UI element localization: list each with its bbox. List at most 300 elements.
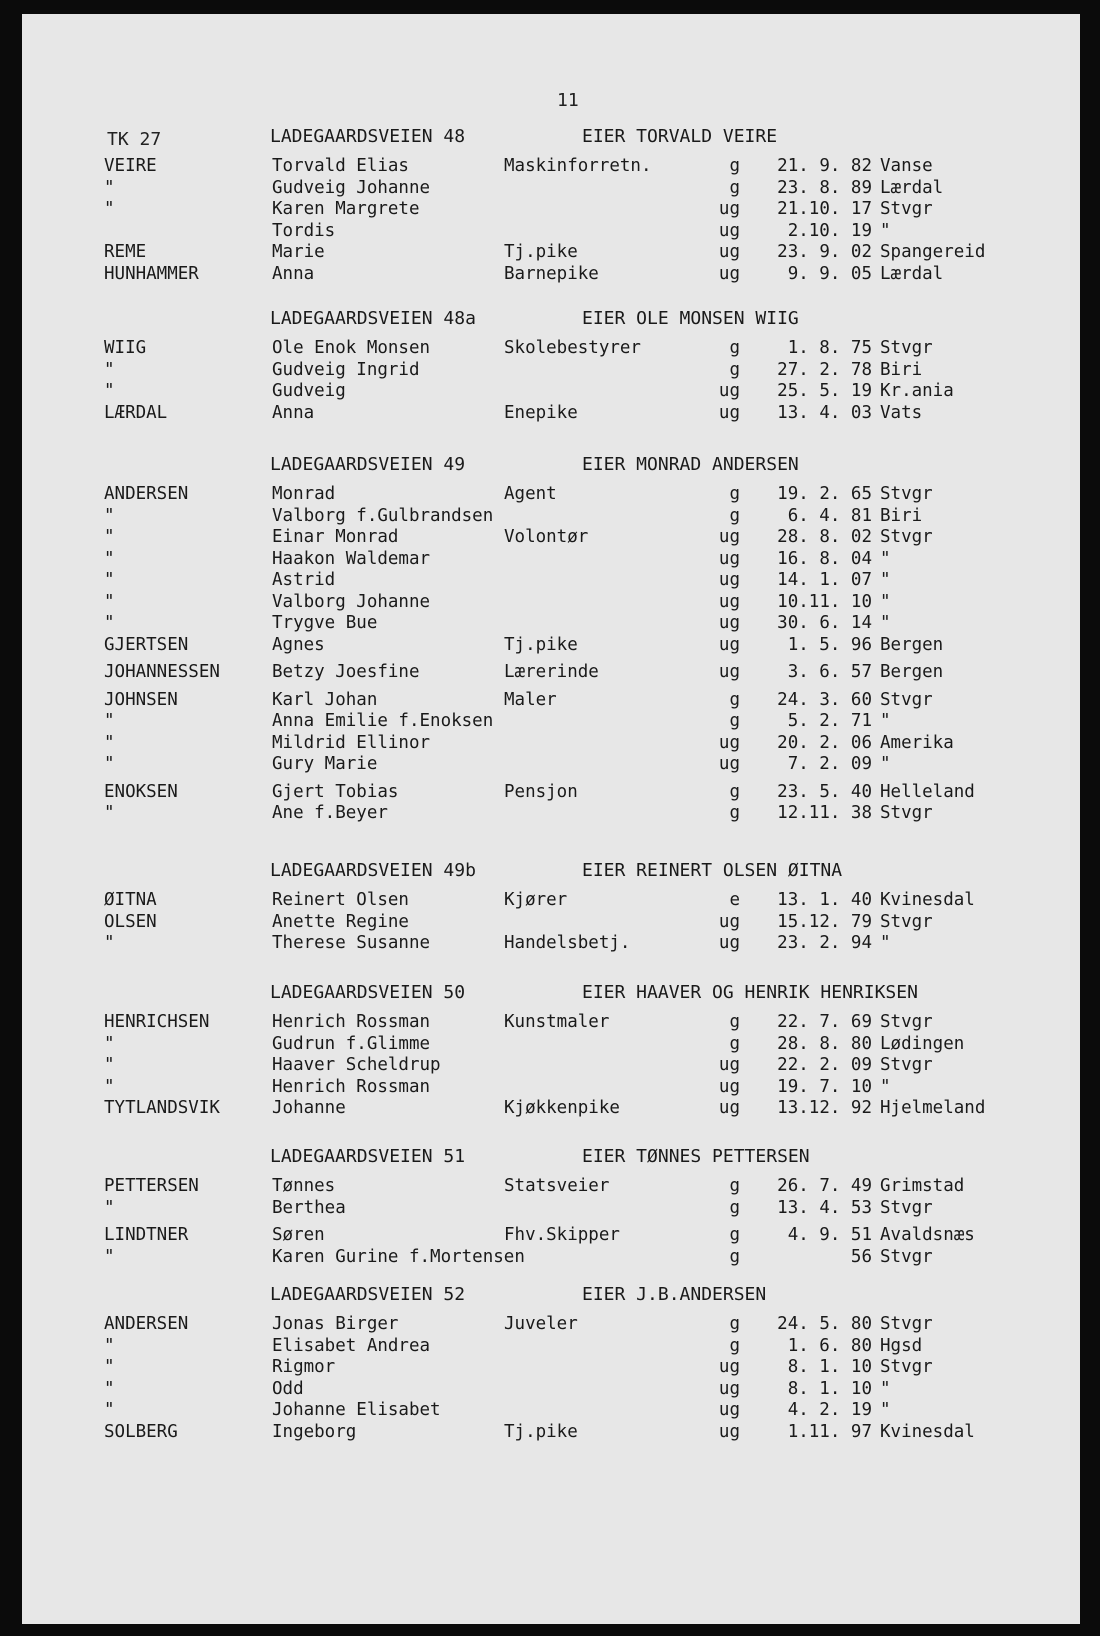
birth-date: 22. 7. 69 [777, 1012, 872, 1032]
occupation: Pensjon [504, 781, 578, 802]
street-address: LADEGAARDSVEIEN 52 [270, 1284, 466, 1305]
birth-place: Kvinesdal [880, 890, 975, 910]
surname: " [104, 1076, 115, 1097]
given-name: Ane f.Beyer [272, 803, 388, 823]
marital-status: g [729, 1176, 740, 1196]
occupation: Kunstmaler [504, 1012, 610, 1032]
marital-status: g [729, 1314, 740, 1334]
birth-place: " [880, 754, 891, 774]
birth-date: 1. 8. 75 [787, 338, 872, 358]
household-section [22, 1284, 1080, 1443]
given-name: Agnes [272, 634, 325, 655]
resident-row [22, 338, 1080, 360]
marital-status: g [729, 484, 740, 504]
marital-status: ug [718, 527, 740, 547]
household-section [22, 308, 1080, 424]
section-header [22, 126, 1080, 150]
street-address: LADEGAARDSVEIEN 50 [270, 982, 466, 1003]
birth-place: Stvgr [880, 803, 933, 823]
household-section [22, 1146, 1080, 1268]
birth-date: 13. 4. 03 [777, 402, 872, 423]
surname: ØITNA [104, 890, 157, 910]
birth-place: Amerika [880, 732, 954, 753]
resident-row [22, 156, 1080, 178]
household-section [22, 454, 1080, 825]
given-name: Gudrun f.Glimme [272, 1033, 431, 1054]
resident-row [22, 506, 1080, 528]
surname: REME [104, 242, 147, 262]
page-number: 11 [557, 90, 579, 111]
occupation: Volontør [504, 527, 589, 547]
surname: LÆRDAL [104, 402, 168, 423]
resident-row [22, 403, 1080, 425]
given-name: Mildrid Ellinor [272, 732, 431, 753]
marital-status: ug [718, 242, 740, 262]
resident-row [22, 381, 1080, 403]
resident-row [22, 890, 1080, 912]
marital-status: g [729, 689, 740, 710]
given-name: Monrad [272, 484, 336, 504]
given-name: Torvald Elias [272, 156, 409, 176]
marital-status: g [729, 1225, 740, 1245]
birth-place: " [880, 570, 891, 590]
resident-row [22, 570, 1080, 592]
surname: LINDTNER [104, 1225, 189, 1245]
occupation: Kjøkkenpike [504, 1098, 620, 1118]
birth-date: 13. 4. 53 [777, 1197, 872, 1218]
surname: " [104, 803, 115, 823]
resident-row [22, 803, 1080, 825]
birth-date: 12.11. 38 [777, 803, 872, 823]
birth-place: " [880, 1400, 891, 1420]
given-name: Ingeborg [272, 1421, 357, 1442]
birth-place: " [880, 933, 891, 953]
resident-row [22, 221, 1080, 243]
birth-place: Stvgr [880, 1246, 933, 1267]
surname: " [104, 381, 115, 401]
birth-date: 19. 2. 65 [777, 484, 872, 504]
birth-place: Bergen [880, 662, 944, 682]
birth-place: Spangereid [880, 242, 986, 262]
birth-date: 27. 2. 78 [777, 359, 872, 380]
marital-status: e [729, 890, 740, 910]
surname: " [104, 548, 115, 569]
birth-place: Lærdal [880, 177, 944, 198]
property-owner: EIER REINERT OLSEN ØITNA [582, 860, 843, 881]
given-name: Ole Enok Monsen [272, 338, 431, 358]
resident-row [22, 360, 1080, 382]
given-name: Gudveig Johanne [272, 177, 431, 198]
given-name: Gury Marie [272, 754, 378, 774]
birth-date: 4. 2. 19 [787, 1400, 872, 1420]
marital-status: ug [718, 732, 740, 753]
resident-row [22, 662, 1080, 684]
birth-date: 2.10. 19 [787, 220, 872, 241]
resident-row [22, 733, 1080, 755]
occupation: Statsveier [504, 1176, 610, 1196]
occupation: Kjører [504, 890, 568, 910]
resident-row [22, 613, 1080, 635]
birth-date: 1.11. 97 [787, 1421, 872, 1442]
surname: SOLBERG [104, 1421, 178, 1442]
property-owner: EIER HAAVER OG HENRIK HENRIKSEN [582, 982, 918, 1003]
marital-status: g [729, 177, 740, 198]
section-header [22, 1146, 1080, 1170]
surname: " [104, 1335, 115, 1356]
birth-place: " [880, 220, 891, 241]
marital-status: ug [718, 381, 740, 401]
resident-row [22, 711, 1080, 733]
street-address: LADEGAARDSVEIEN 48 [270, 126, 466, 147]
birth-date: 15.12. 79 [777, 911, 872, 932]
given-name: Berthea [272, 1197, 346, 1218]
given-name: Anna Emilie f.Enoksen [272, 711, 494, 731]
household-section [22, 982, 1080, 1120]
resident-row [22, 1198, 1080, 1220]
marital-status: ug [718, 402, 740, 423]
resident-row [22, 1077, 1080, 1099]
birth-place: Kvinesdal [880, 1421, 975, 1442]
surname: " [104, 591, 115, 612]
birth-place: Hgsd [880, 1335, 923, 1356]
given-name: Haakon Waldemar [272, 548, 431, 569]
surname: ENOKSEN [104, 781, 178, 802]
birth-date: 24. 3. 60 [777, 689, 872, 710]
household-section [22, 126, 1080, 285]
birth-place: Kr.ania [880, 381, 954, 401]
occupation: Tj.pike [504, 242, 578, 262]
surname: " [104, 711, 115, 731]
street-address: LADEGAARDSVEIEN 48a [270, 308, 476, 329]
occupation: Lærerinde [504, 662, 599, 682]
marital-status: ug [718, 613, 740, 633]
given-name: Gudveig [272, 381, 346, 401]
birth-date: 23. 9. 02 [777, 242, 872, 262]
resident-row [22, 1336, 1080, 1358]
marital-status: ug [718, 570, 740, 590]
given-name: Haaver Scheldrup [272, 1055, 441, 1075]
document-sheet [22, 14, 1080, 1624]
resident-row [22, 1422, 1080, 1444]
given-name: Henrich Rossman [272, 1076, 431, 1097]
reference-code: TK 27 [107, 129, 162, 150]
resident-row [22, 912, 1080, 934]
birth-place: Stvgr [880, 1357, 933, 1377]
occupation: Barnepike [504, 263, 599, 284]
birth-date: 8. 1. 10 [787, 1378, 872, 1399]
birth-date: 20. 2. 06 [777, 732, 872, 753]
birth-date: 21.10. 17 [777, 199, 872, 219]
surname: ANDERSEN [104, 1314, 189, 1334]
birth-place: Biri [880, 505, 923, 526]
resident-row [22, 178, 1080, 200]
given-name: Henrich Rossman [272, 1012, 431, 1032]
marital-status: ug [718, 199, 740, 219]
occupation: Maskinforretn. [504, 156, 652, 176]
birth-date: 21. 9. 82 [777, 156, 872, 176]
marital-status: g [729, 1246, 740, 1267]
given-name: Betzy Joesfine [272, 662, 420, 682]
section-header [22, 1284, 1080, 1308]
surname: " [104, 505, 115, 526]
birth-date: 16. 8. 04 [777, 548, 872, 569]
marital-status: g [729, 711, 740, 731]
birth-place: " [880, 548, 891, 569]
resident-row [22, 635, 1080, 657]
resident-row [22, 1012, 1080, 1034]
marital-status: ug [718, 1357, 740, 1377]
surname: " [104, 177, 115, 198]
birth-place: Lødingen [880, 1033, 965, 1054]
birth-date: 1. 5. 96 [787, 634, 872, 655]
surname: " [104, 1357, 115, 1377]
surname: GJERTSEN [104, 634, 189, 655]
resident-row [22, 264, 1080, 286]
birth-date: 14. 1. 07 [777, 570, 872, 590]
given-name: Astrid [272, 570, 336, 590]
birth-place: Stvgr [880, 527, 933, 547]
birth-place: Stvgr [880, 199, 933, 219]
surname: JOHANNESSEN [104, 662, 220, 682]
resident-row [22, 933, 1080, 955]
birth-date: 26. 7. 49 [777, 1176, 872, 1196]
birth-date: 30. 6. 14 [777, 613, 872, 633]
birth-date: 24. 5. 80 [777, 1314, 872, 1334]
occupation: Handelsbetj. [504, 933, 631, 953]
birth-place: Biri [880, 359, 923, 380]
resident-row [22, 527, 1080, 549]
birth-place: Stvgr [880, 911, 933, 932]
birth-place: " [880, 613, 891, 633]
section-header [22, 454, 1080, 478]
birth-place: Bergen [880, 634, 944, 655]
birth-place: Stvgr [880, 484, 933, 504]
birth-date: 10.11. 10 [777, 591, 872, 612]
resident-row [22, 199, 1080, 221]
birth-date: 23. 8. 89 [777, 177, 872, 198]
given-name: Elisabet Andrea [272, 1335, 431, 1356]
birth-place: " [880, 591, 891, 612]
surname: HUNHAMMER [104, 263, 199, 284]
surname: " [104, 1400, 115, 1420]
given-name: Johanne [272, 1098, 346, 1118]
resident-row [22, 1357, 1080, 1379]
resident-row [22, 782, 1080, 804]
birth-date: 4. 9. 51 [787, 1225, 872, 1245]
given-name: Odd [272, 1378, 304, 1399]
section-header [22, 982, 1080, 1006]
marital-status: ug [718, 1076, 740, 1097]
surname: " [104, 613, 115, 633]
given-name: Reinert Olsen [272, 890, 409, 910]
section-header [22, 860, 1080, 884]
surname: " [104, 754, 115, 774]
given-name: Valborg f.Gulbrandsen [272, 505, 494, 526]
occupation: Tj.pike [504, 1421, 578, 1442]
marital-status: ug [718, 662, 740, 682]
birth-date: 3. 6. 57 [787, 662, 872, 682]
occupation: Maler [504, 689, 557, 710]
marital-status: ug [718, 634, 740, 655]
property-owner: EIER J.B.ANDERSEN [582, 1284, 767, 1305]
given-name: Karl Johan [272, 689, 378, 710]
birth-date: 8. 1. 10 [787, 1357, 872, 1377]
property-owner: EIER MONRAD ANDERSEN [582, 454, 799, 475]
surname: VEIRE [104, 156, 157, 176]
surname: HENRICHSEN [104, 1012, 210, 1032]
birth-date: 1. 6. 80 [787, 1335, 872, 1356]
surname: ANDERSEN [104, 484, 189, 504]
marital-status: g [729, 359, 740, 380]
marital-status: ug [718, 1421, 740, 1442]
birth-place: Avaldsnæs [880, 1225, 975, 1245]
given-name: Rigmor [272, 1357, 336, 1377]
resident-row [22, 1225, 1080, 1247]
surname: " [104, 359, 115, 380]
birth-date: 6. 4. 81 [787, 505, 872, 526]
given-name: Anette Regine [272, 911, 409, 932]
marital-status: ug [718, 263, 740, 284]
marital-status: ug [718, 933, 740, 953]
surname: TYTLANDSVIK [104, 1098, 220, 1118]
resident-row [22, 1034, 1080, 1056]
birth-place: Stvgr [880, 1055, 933, 1075]
birth-date: 23. 5. 40 [777, 781, 872, 802]
birth-place: " [880, 1378, 891, 1399]
street-address: LADEGAARDSVEIEN 49 [270, 454, 466, 475]
resident-row [22, 1098, 1080, 1120]
surname: " [104, 1246, 115, 1267]
birth-date: 5. 2. 71 [787, 711, 872, 731]
given-name: Marie [272, 242, 325, 262]
birth-date: 23. 2. 94 [777, 933, 872, 953]
marital-status: ug [718, 1378, 740, 1399]
surname: " [104, 527, 115, 547]
marital-status: g [729, 338, 740, 358]
marital-status: ug [718, 220, 740, 241]
surname: " [104, 1033, 115, 1054]
marital-status: g [729, 781, 740, 802]
given-name: Tordis [272, 220, 336, 241]
resident-row [22, 1379, 1080, 1401]
marital-status: g [729, 156, 740, 176]
resident-row [22, 1314, 1080, 1336]
surname: " [104, 1197, 115, 1218]
given-name: Valborg Johanne [272, 591, 431, 612]
surname: " [104, 199, 115, 219]
birth-date: 56 [850, 1246, 872, 1267]
birth-date: 28. 8. 80 [777, 1033, 872, 1054]
birth-place: " [880, 711, 891, 731]
surname: " [104, 732, 115, 753]
given-name: Anna [272, 263, 315, 284]
birth-place: Helleland [880, 781, 975, 802]
occupation: Enepike [504, 402, 578, 423]
birth-place: Lærdal [880, 263, 944, 284]
marital-status: g [729, 1335, 740, 1356]
resident-row [22, 484, 1080, 506]
given-name: Einar Monrad [272, 527, 399, 547]
marital-status: g [729, 1033, 740, 1054]
surname: OLSEN [104, 911, 157, 932]
marital-status: ug [718, 1400, 740, 1420]
resident-row [22, 1176, 1080, 1198]
given-name: Tønnes [272, 1176, 336, 1196]
resident-row [22, 549, 1080, 571]
given-name: Trygve Bue [272, 613, 378, 633]
property-owner: EIER OLE MONSEN WIIG [582, 308, 799, 329]
surname: " [104, 570, 115, 590]
birth-place: Hjelmeland [880, 1098, 986, 1118]
surname: " [104, 1055, 115, 1075]
given-name: Anna [272, 402, 315, 423]
birth-place: Stvgr [880, 1197, 933, 1218]
property-owner: EIER TØNNES PETTERSEN [582, 1146, 810, 1167]
birth-place: Stvgr [880, 1314, 933, 1334]
birth-place: Stvgr [880, 1012, 933, 1032]
resident-row [22, 592, 1080, 614]
marital-status: ug [718, 548, 740, 569]
marital-status: ug [718, 1055, 740, 1075]
section-header [22, 308, 1080, 332]
marital-status: g [729, 1012, 740, 1032]
birth-date: 13. 1. 40 [777, 890, 872, 910]
surname: WIIG [104, 338, 147, 358]
resident-row [22, 690, 1080, 712]
surname: PETTERSEN [104, 1176, 199, 1196]
birth-place: Stvgr [880, 689, 933, 710]
marital-status: ug [718, 911, 740, 932]
given-name: Karen Margrete [272, 199, 420, 219]
given-name: Søren [272, 1225, 325, 1245]
birth-date: 19. 7. 10 [777, 1076, 872, 1097]
birth-place: " [880, 1076, 891, 1097]
given-name: Therese Susanne [272, 933, 431, 953]
given-name: Johanne Elisabet [272, 1400, 441, 1420]
marital-status: ug [718, 1098, 740, 1118]
marital-status: g [729, 505, 740, 526]
surname: " [104, 1378, 115, 1399]
birth-place: Grimstad [880, 1176, 965, 1196]
birth-place: Stvgr [880, 338, 933, 358]
given-name: Karen Gurine f.Mortensen [272, 1246, 525, 1267]
marital-status: ug [718, 591, 740, 612]
birth-date: 9. 9. 05 [787, 263, 872, 284]
birth-date: 13.12. 92 [777, 1098, 872, 1118]
occupation: Juveler [504, 1314, 578, 1334]
birth-date: 7. 2. 09 [787, 754, 872, 774]
household-section [22, 860, 1080, 955]
resident-row [22, 242, 1080, 264]
marital-status: g [729, 803, 740, 823]
given-name: Jonas Birger [272, 1314, 399, 1334]
given-name: Gudveig Ingrid [272, 359, 420, 380]
resident-row [22, 1247, 1080, 1269]
street-address: LADEGAARDSVEIEN 51 [270, 1146, 466, 1167]
occupation: Skolebestyrer [504, 338, 641, 358]
resident-row [22, 1400, 1080, 1422]
birth-place: Vats [880, 402, 923, 423]
marital-status: g [729, 1197, 740, 1218]
occupation: Tj.pike [504, 634, 578, 655]
surname: " [104, 933, 115, 953]
birth-date: 22. 2. 09 [777, 1055, 872, 1075]
property-owner: EIER TORVALD VEIRE [582, 126, 778, 147]
birth-date: 25. 5. 19 [777, 381, 872, 401]
given-name: Gjert Tobias [272, 781, 399, 802]
occupation: Fhv.Skipper [504, 1225, 620, 1245]
birth-date: 28. 8. 02 [777, 527, 872, 547]
